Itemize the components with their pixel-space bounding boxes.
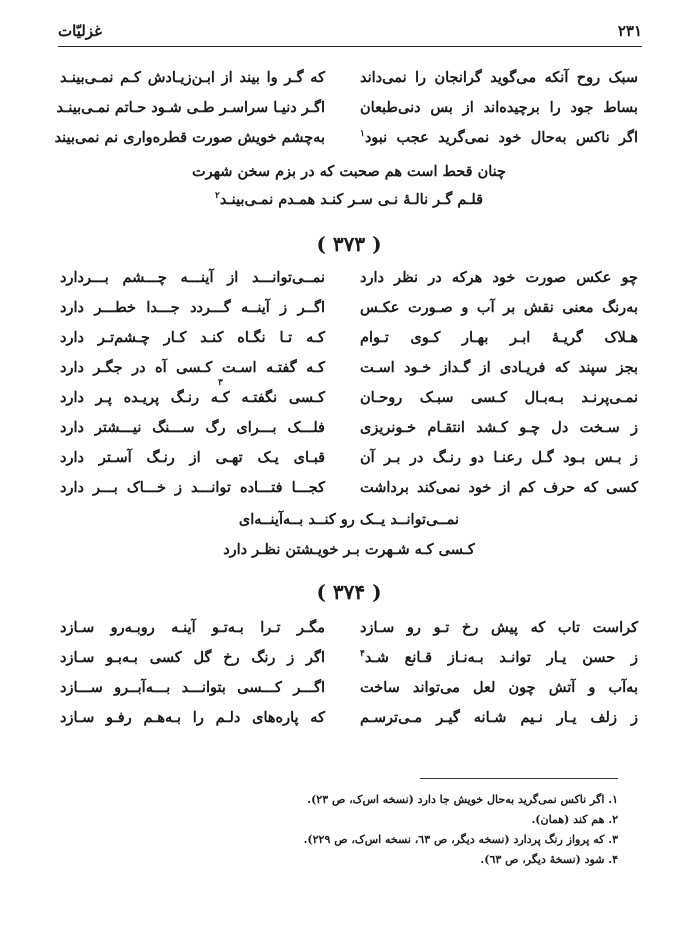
- hemistich-second: نمــی‌توانـــد از آینـــه چـــشم بـــردارد: [60, 269, 325, 286]
- page-header: [58, 18, 642, 46]
- poem-number: ( ۳۷۳ ): [316, 232, 382, 256]
- footnote: ۱. اگر ناکس نمی‌گرید به‌حال خویش جا دارد (نسخه اس‌ک، ص ۲۳).: [307, 793, 618, 806]
- hemistich-first: ز بـس بـود گـل رعنـا دو رنـگ در بـر آن: [360, 449, 638, 466]
- hemistich-first: به‌آب و آتش چون لعل می‌تواند ساخت: [360, 679, 638, 696]
- couplet: [60, 356, 638, 380]
- hemistich-first: ز سـخت دل چـو کـشد انتقـام خـونریزی: [360, 419, 638, 436]
- hemistich-first: ز زلف یـار نـیم شـانه گیـر مـی‌ترسـم: [360, 709, 638, 726]
- footnote: ۴. شود (نسخۀ دیگر، ص ٦۳).: [480, 853, 618, 866]
- hemistich-second: فلـــک بـــرای رگ ســـنگ نیـــشتر دارد: [60, 419, 325, 436]
- header-rule: [58, 46, 642, 47]
- hemistich-first: بجز سپند که فریـادی از گـداز خـود اسـت: [360, 359, 638, 376]
- closing-line: نمــی‌توانــد یــک رو کنــد بــه‌آینــه‌ای: [238, 511, 460, 528]
- couplet: [60, 616, 638, 640]
- hemistich-first: چو عکس صورت خود هرکه در نظر دارد: [360, 269, 638, 286]
- couplet: [60, 676, 638, 700]
- closing-line: چنان قحط است هم صحبت که در بزم سخن شهرت: [191, 163, 507, 180]
- hemistich-first: هـلاک گریـۀ ابـر بهـار کـوی تـوام: [360, 329, 638, 346]
- couplet: [60, 326, 638, 350]
- hemistich-second: کـه گفتـه اسـت کـسی آه در جگـر دارد: [60, 359, 325, 376]
- footnote-rule: [420, 778, 618, 779]
- couplet: [60, 266, 638, 290]
- closing-line: کـسی کـه شـهرت بـر خویـشتن نظـر دارد: [223, 541, 475, 558]
- couplet: [60, 66, 638, 90]
- hemistich-second: اگر ز رنگ رخ گل کسی بـه‌بـو سـازد: [60, 649, 325, 666]
- hemistich-first: بساط جود را برچیده‌اند از بس دنی‌طبعان: [360, 99, 638, 116]
- hemistich-first: به‌رنگ معنی نقش بر آب و صـورت عکـس: [360, 299, 638, 316]
- hemistich-second: کـسی نگفتـه کـه رنـگ پریـده پـر دارد: [60, 389, 325, 406]
- couplet: [56, 96, 638, 120]
- couplet: [60, 646, 638, 670]
- hemistich-first: اگر ناکس به‌حال خود نمی‌گرید عجب نبود$^۱$: [360, 129, 638, 146]
- footnote-mark: ۲: [214, 191, 220, 202]
- running-title: غزلیّات: [58, 22, 102, 40]
- hemistich-second: اگــر ز آینــه گـــردد جـــدا خطـــر دارد: [60, 299, 325, 316]
- hemistich-first: سبک روح آنکه می‌گوید گرانجان را نمی‌داند: [360, 69, 638, 86]
- footnote-mark: ۴: [360, 649, 365, 660]
- couplet: [60, 446, 638, 470]
- poem-number: ( ۳۷۴ ): [316, 580, 382, 604]
- hemistich-first: کراست تاب که پیش رخ تـو رو سـازد: [360, 619, 638, 636]
- couplet: [54, 126, 638, 150]
- hemistich-second: کجـــا فتـــاده توانـــد ز خـــاک بـــر دارد: [60, 479, 325, 496]
- hemistich-second: قبـای یـک تهـی از رنـگ آسـتر دارد: [60, 449, 325, 466]
- couplet: [60, 706, 638, 730]
- hemistich-second: اگـــر کـــسی بتوانـــد بـــه‌آبــرو ســـازد: [60, 679, 325, 696]
- hemistich-first: ز حسن یـار توانـد بـه‌نـاز قـانع شـد$^۴$: [360, 649, 638, 666]
- couplet: [60, 296, 638, 320]
- footnote-mark: ۱: [360, 129, 365, 140]
- footnote: ۳. که پرواز رنگ پردارد (نسخه دیگر، ص ٦۳، نسخه اس‌ک، ص ۲۲۹).: [303, 833, 618, 846]
- hemistich-second: مگـر تـرا بـه‌تـو آینـه روبـه‌رو سـازد: [60, 619, 325, 636]
- couplet: [60, 386, 638, 410]
- hemistich-first: کسی که حرف کم از خود نمی‌کند برداشت: [360, 479, 638, 496]
- footnote-mark: ۳: [218, 378, 223, 388]
- closing-line: قلـم گـر نالـۀ نـی سـر کنـد همـدم نمـی‌بینـد$^۲$: [214, 191, 484, 208]
- couplet: [60, 476, 638, 500]
- page-number: ۲۳۱: [617, 22, 642, 40]
- hemistich-second: که گـر وا بیند از ابـن‌زیـادش کـم نمـی‌بینـد: [60, 69, 325, 86]
- hemistich-second: که پاره‌های دلـم را بـه‌هـم رفـو سـازد: [60, 709, 325, 726]
- footnote: ۲. هم کند (همان).: [531, 813, 618, 826]
- couplet: [60, 416, 638, 440]
- hemistich-second: کـه تـا نگـاه کنـد کـار چـشم‌تـر دارد: [60, 329, 325, 346]
- hemistich-first: نمـی‌پرنـد بـه‌بـال کـسی سبـک روحـان: [360, 389, 638, 406]
- hemistich-second: اگـر دنیـا سراسـر طـی شـود حـاتم نمـی‌بینـد: [56, 99, 325, 116]
- hemistich-second: به‌چشم خویش صورت قطره‌واری نم نمی‌بیند: [54, 129, 325, 146]
